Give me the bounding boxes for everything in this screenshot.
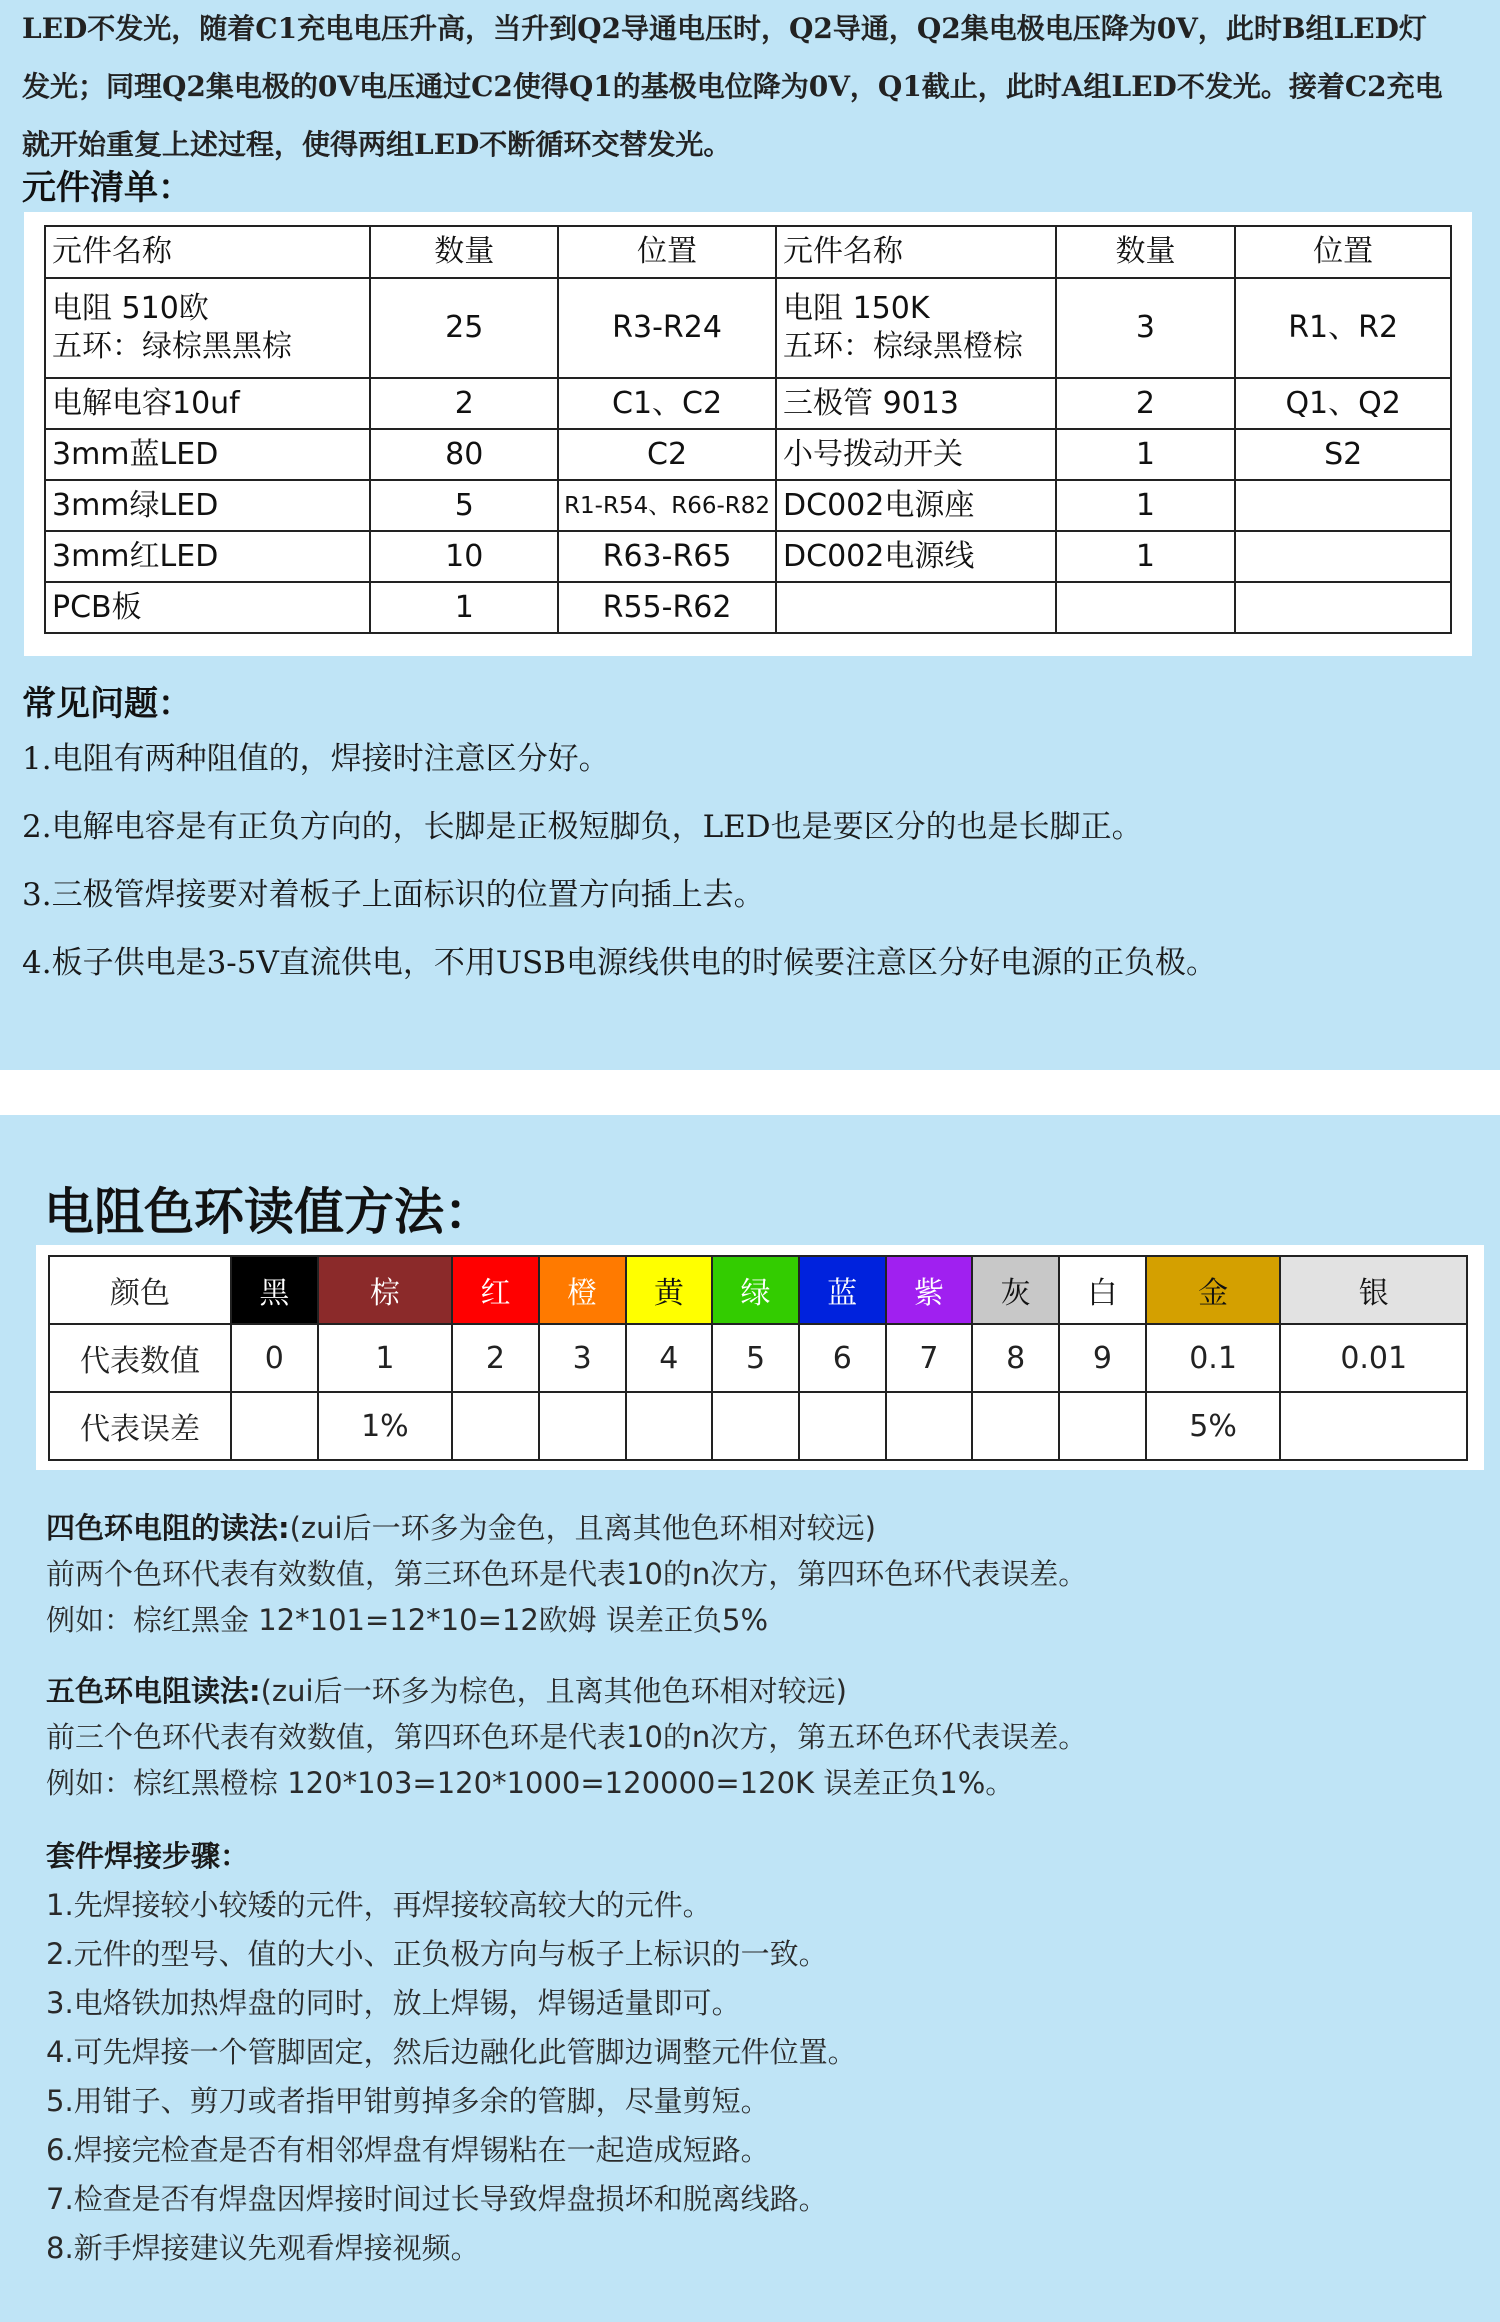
parts-cell: Q1、Q2 <box>1235 378 1451 429</box>
parts-cell: R55-R62 <box>558 582 776 633</box>
parts-cell: 1 <box>1056 480 1236 531</box>
color-tolerance-cell <box>539 1392 626 1460</box>
parts-cell: 3mm红LED <box>45 531 370 582</box>
color-swatch-cell: 棕 <box>318 1256 452 1324</box>
color-value-cell: 6 <box>799 1324 886 1392</box>
step-item: 2.元件的型号、值的大小、正负极方向与板子上标识的一致。 <box>46 1937 828 1971</box>
parts-cell: 三极管 9013 <box>776 378 1056 429</box>
parts-header-cell: 数量 <box>1056 226 1236 278</box>
color-tolerance-cell <box>1059 1392 1146 1460</box>
five-band-section <box>46 1668 1466 1806</box>
parts-cell: 10 <box>370 531 558 582</box>
parts-cell <box>1235 582 1451 633</box>
parts-cell: 小号拨动开关 <box>776 429 1056 480</box>
parts-cell: 1 <box>1056 531 1236 582</box>
ring-table-card <box>36 1245 1484 1470</box>
intro-line: LED不发光，随着C1充电电压升高，当升到Q2导通电压时，Q2导通，Q2集电极电压降为0V，此时B组LED灯 <box>22 12 1427 45</box>
color-tolerance-cell <box>799 1392 886 1460</box>
parts-cell: DC002电源线 <box>776 531 1056 582</box>
parts-cell: 3mm绿LED <box>45 480 370 531</box>
parts-row <box>45 278 1451 378</box>
five-band-title: 五色环电阻读法: <box>46 1674 261 1708</box>
parts-header-cell: 位置 <box>1235 226 1451 278</box>
four-band-section <box>46 1505 1466 1643</box>
faq-title: 常见问题： <box>22 684 192 724</box>
parts-cell: C1、C2 <box>558 378 776 429</box>
color-value-cell: 5 <box>712 1324 799 1392</box>
faq-item: 3.三极管焊接要对着板子上面标识的位置方向插上去。 <box>22 877 765 913</box>
step-item: 6.焊接完检查是否有相邻焊盘有焊锡粘在一起造成短路。 <box>46 2133 770 2167</box>
color-value-cell: 4 <box>626 1324 713 1392</box>
parts-cell <box>1056 582 1236 633</box>
color-swatch-cell: 灰 <box>972 1256 1059 1324</box>
parts-cell: R1、R2 <box>1235 278 1451 378</box>
parts-cell: 电阻 510欧 五环：绿棕黑黑棕 <box>45 278 370 378</box>
faq-item: 2.电解电容是有正负方向的，长脚是正极短脚负，LED也是要区分的也是长脚正。 <box>22 809 1143 845</box>
parts-cell: 3 <box>1056 278 1236 378</box>
parts-cell: S2 <box>1235 429 1451 480</box>
color-swatch-cell: 银 <box>1280 1256 1467 1324</box>
color-swatch-cell: 蓝 <box>799 1256 886 1324</box>
color-swatch-cell: 绿 <box>712 1256 799 1324</box>
parts-cell: 2 <box>370 378 558 429</box>
color-value-cell: 0.1 <box>1146 1324 1281 1392</box>
color-swatch-cell: 紫 <box>886 1256 973 1324</box>
parts-table-card <box>24 212 1472 656</box>
color-swatch-cell: 红 <box>452 1256 539 1324</box>
color-value-cell: 3 <box>539 1324 626 1392</box>
five-band-heading <box>46 1668 1466 1714</box>
parts-header-cell: 位置 <box>558 226 776 278</box>
color-tolerance-cell <box>626 1392 713 1460</box>
parts-cell <box>1235 480 1451 531</box>
color-value-cell: 1 <box>318 1324 452 1392</box>
color-swatch-cell: 黄 <box>626 1256 713 1324</box>
parts-cell: 1 <box>370 582 558 633</box>
parts-cell: 5 <box>370 480 558 531</box>
faq-item: 4.板子供电是3-5V直流供电，不用USB电源线供电的时候要注意区分好电源的正负极。 <box>22 945 1218 981</box>
color-value-cell: 0 <box>231 1324 318 1392</box>
parts-cell: 25 <box>370 278 558 378</box>
step-item: 1.先焊接较小较矮的元件，再焊接较高较大的元件。 <box>46 1888 712 1922</box>
color-value-cell: 0.01 <box>1280 1324 1467 1392</box>
steps-section <box>46 1832 1466 2273</box>
five-band-line: 例如：棕红黑橙棕 120*103=120*1000=120000=120K 误差正负1%。 <box>46 1766 1015 1800</box>
section-divider <box>0 1070 1500 1115</box>
parts-cell: 80 <box>370 429 558 480</box>
ring-row-label: 代表数值 <box>49 1324 231 1392</box>
step-item: 4.可先焊接一个管脚固定，然后边融化此管脚边调整元件位置。 <box>46 2035 857 2069</box>
parts-cell <box>1235 531 1451 582</box>
ring-title: 电阻色环读值方法： <box>44 1183 494 1241</box>
top-panel <box>0 0 1500 1070</box>
color-swatch-cell: 白 <box>1059 1256 1146 1324</box>
ring-table <box>48 1255 1468 1461</box>
parts-title: 元件清单： <box>22 168 192 208</box>
parts-header-row <box>45 226 1451 278</box>
parts-cell: DC002电源座 <box>776 480 1056 531</box>
step-item: 8.新手焊接建议先观看焊接视频。 <box>46 2231 480 2265</box>
parts-cell: PCB板 <box>45 582 370 633</box>
parts-row <box>45 378 1451 429</box>
color-swatch-cell: 黑 <box>231 1256 318 1324</box>
step-item: 3.电烙铁加热焊盘的同时，放上焊锡，焊锡适量即可。 <box>46 1986 741 2020</box>
color-swatch-cell: 金 <box>1146 1256 1281 1324</box>
color-value-cell: 2 <box>452 1324 539 1392</box>
color-swatch-cell: 橙 <box>539 1256 626 1324</box>
color-value-cell: 8 <box>972 1324 1059 1392</box>
parts-cell: 电阻 150K 五环：棕绿黑橙棕 <box>776 278 1056 378</box>
steps-title: 套件焊接步骤： <box>46 1839 250 1873</box>
color-tolerance-cell <box>972 1392 1059 1460</box>
color-tolerance-cell <box>1280 1392 1467 1460</box>
faq-list <box>22 725 1482 997</box>
parts-table <box>44 225 1452 634</box>
four-band-title: 四色环电阻的读法: <box>46 1511 290 1545</box>
intro-text <box>22 0 1482 174</box>
color-value-cell: 7 <box>886 1324 973 1392</box>
color-tolerance-cell: 5% <box>1146 1392 1281 1460</box>
parts-header-cell: 元件名称 <box>776 226 1056 278</box>
ring-row-label: 代表误差 <box>49 1392 231 1460</box>
parts-header-cell: 元件名称 <box>45 226 370 278</box>
parts-row <box>45 429 1451 480</box>
parts-cell: R63-R65 <box>558 531 776 582</box>
color-tolerance-cell <box>886 1392 973 1460</box>
intro-line: 发光；同理Q2集电极的0V电压通过C2使得Q1的基极电位降为0V，Q1截止，此时A组LED不发光。接着C2充电 <box>22 70 1443 103</box>
five-band-note: (zui后一环多为棕色，且离其他色环相对较远) <box>260 1674 847 1708</box>
intro-line: 就开始重复上述过程，使得两组LED不断循环交替发光。 <box>22 128 732 161</box>
ring-row-label: 颜色 <box>49 1256 231 1324</box>
parts-row <box>45 480 1451 531</box>
four-band-line: 例如：棕红黑金 12*101=12*10=12欧姆 误差正负5% <box>46 1603 768 1637</box>
color-tolerance-cell: 1% <box>318 1392 452 1460</box>
parts-cell <box>776 582 1056 633</box>
parts-cell: 2 <box>1056 378 1236 429</box>
parts-cell: R3-R24 <box>558 278 776 378</box>
parts-cell: C2 <box>558 429 776 480</box>
parts-row <box>45 531 1451 582</box>
parts-cell: 3mm蓝LED <box>45 429 370 480</box>
color-tolerance-cell <box>712 1392 799 1460</box>
step-item: 7.检查是否有焊盘因焊接时间过长导致焊盘损坏和脱离线路。 <box>46 2182 828 2216</box>
color-value-cell: 9 <box>1059 1324 1146 1392</box>
color-tolerance-cell <box>231 1392 318 1460</box>
four-band-heading <box>46 1505 1466 1551</box>
step-item: 5.用钳子、剪刀或者指甲钳剪掉多余的管脚，尽量剪短。 <box>46 2084 770 2118</box>
color-tolerance-cell <box>452 1392 539 1460</box>
parts-header-cell: 数量 <box>370 226 558 278</box>
faq-item: 1.电阻有两种阻值的，焊接时注意区分好。 <box>22 741 610 777</box>
parts-cell: 电解电容10uf <box>45 378 370 429</box>
parts-row <box>45 582 1451 633</box>
four-band-note: (zui后一环多为金色，且离其他色环相对较远) <box>289 1511 876 1545</box>
parts-cell: R1-R54、R66-R82 <box>558 480 776 531</box>
five-band-line: 前三个色环代表有效数值，第四环色环是代表10的n次方，第五环色环代表误差。 <box>46 1720 1088 1754</box>
four-band-line: 前两个色环代表有效数值，第三环色环是代表10的n次方，第四环色环代表误差。 <box>46 1557 1088 1591</box>
parts-cell: 1 <box>1056 429 1236 480</box>
